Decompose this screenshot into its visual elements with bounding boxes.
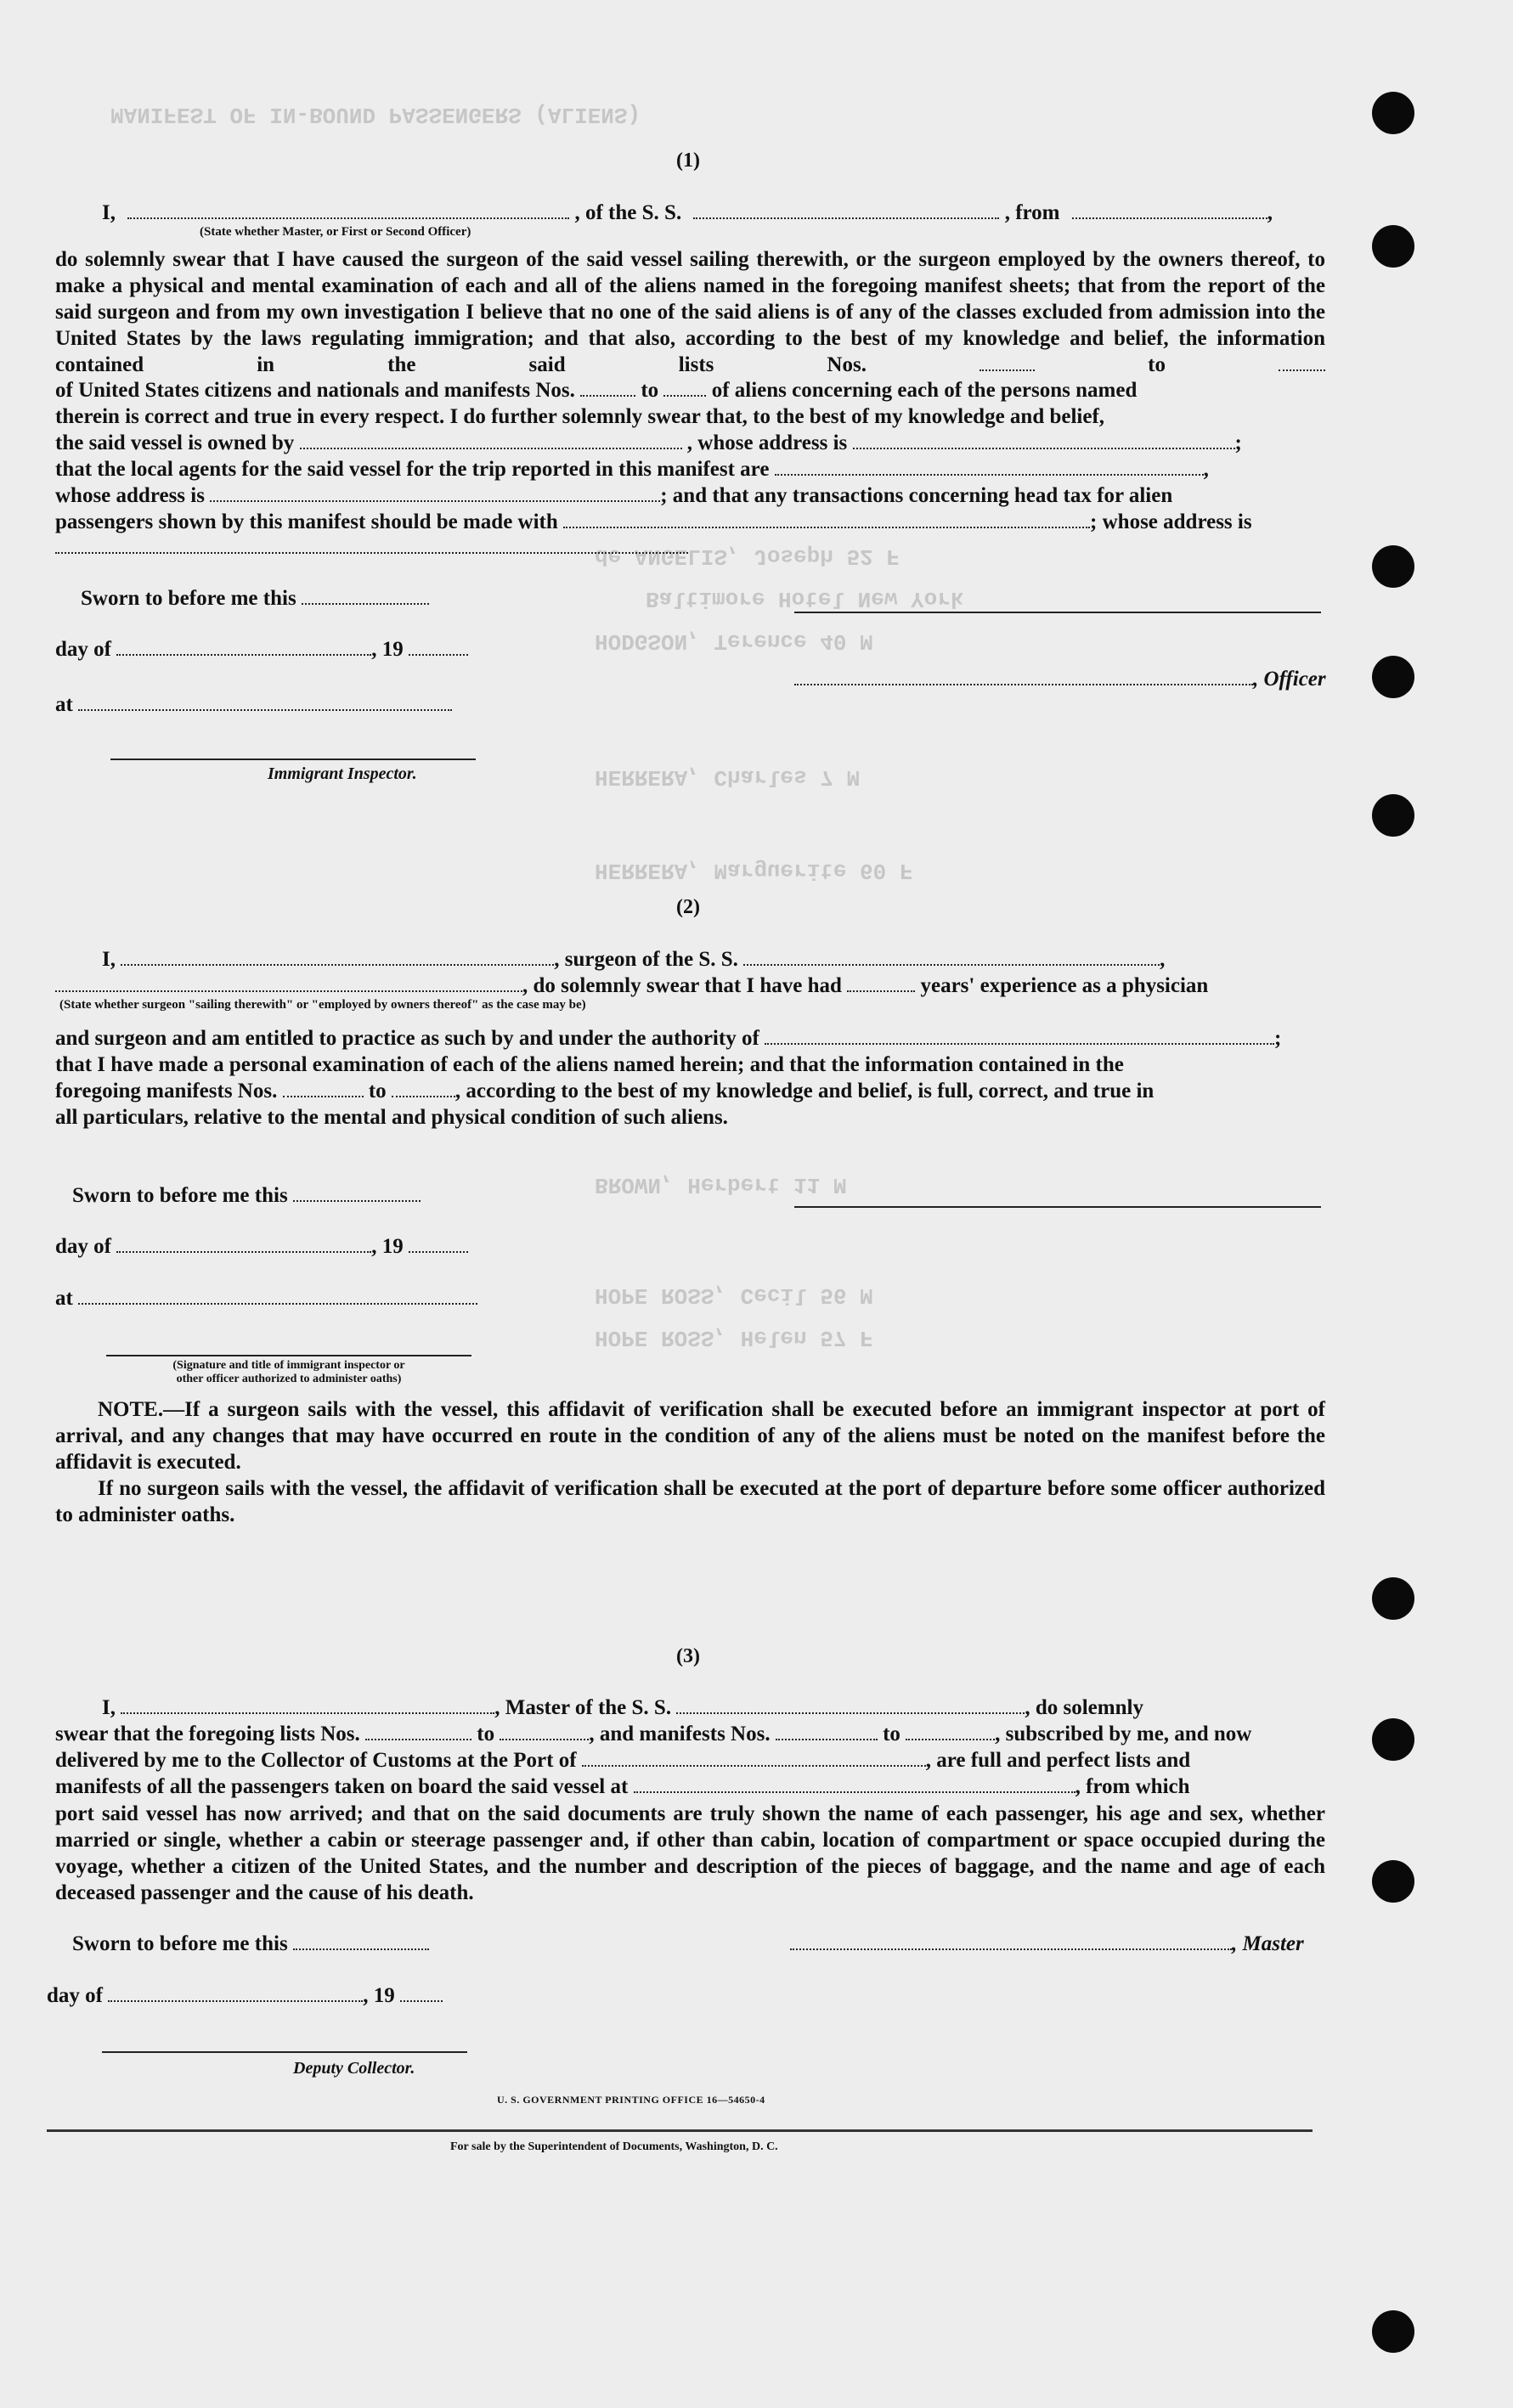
day-of-label-1: day of , 19 [55, 637, 468, 663]
i-label: I, [102, 201, 116, 224]
punch-hole [1372, 656, 1414, 698]
punch-hole [1372, 545, 1414, 588]
officer-title-field[interactable] [794, 668, 1253, 685]
day-month-field-1[interactable] [116, 639, 371, 656]
sworn-date-field-3[interactable] [293, 1933, 429, 1950]
footer-rule [47, 2129, 1313, 2132]
manifests-to-field[interactable] [663, 380, 706, 397]
section-1-number: (1) [676, 149, 700, 172]
surgeon-status-field[interactable] [55, 975, 522, 992]
sworn-date-field-2[interactable] [293, 1185, 421, 1202]
surgeon-vessel-field[interactable] [743, 949, 1160, 966]
section-2-examination-line: that I have made a personal examination of each of the aliens named herein; and that the information contained in the [55, 1053, 1124, 1076]
owner-address-field[interactable] [853, 432, 1235, 449]
surgeon-signature-line[interactable] [794, 1206, 1321, 1208]
lists-from-field[interactable] [979, 354, 1035, 371]
section-2-opening-line: I, , surgeon of the S. S. , [102, 948, 1166, 971]
section-2-manifests-line: foregoing manifests Nos. to , according to the best of my knowledge and belief, is full, correct, and true in [55, 1080, 1155, 1102]
state-whether-note: (State whether Master, or First or Second Officer) [200, 225, 471, 239]
section-3-lists-line: swear that the foregoing lists Nos. to , and manifests Nos. to , subscribed by me, and now [55, 1723, 1252, 1745]
note-surgeon-sails: NOTE.—If a surgeon sails with the vessel, this affidavit of verification shall be executed before an immigrant inspector at port of arrival, and any changes that may have occurred en route in the condition of any of the aliens must be noted on the manifest before the affidavit is executed. [55, 1398, 1325, 1474]
for-sale-note: For sale by the Superintendent of Documents, Washington, D. C. [450, 2140, 778, 2153]
punch-hole [1372, 1577, 1414, 1620]
master-name-field[interactable] [121, 1697, 494, 1714]
gpo-imprint: U. S. GOVERNMENT PRINTING OFFICE 16—54650-4 [497, 2094, 765, 2106]
sworn-date-field-1[interactable] [302, 588, 429, 605]
vessel-name-field[interactable] [693, 202, 999, 219]
at-place-field-2[interactable] [78, 1288, 477, 1305]
master-manifests-from-field[interactable] [776, 1723, 878, 1740]
owner-field[interactable] [300, 432, 682, 449]
section-3-paragraph: port said vessel has now arrived; and that on the said documents are truly shown the name of each passenger, his age and sex, whether married or single, whether a cabin or steerage passenger and, if other than cabin, location of compartment or space occupied during the voyage, whether a citizen of the United States, and the number and description of the pieces of baggage, and the name and age of each deceased passenger and the cause of his death. [55, 1802, 1325, 1904]
note-no-surgeon: If no surgeon sails with the vessel, the affidavit of verification shall be executed at the port of departure before some officer authorized to administer oaths. [55, 1477, 1325, 1526]
section-3-number: (3) [676, 1645, 700, 1667]
authorized-officer-signature-line[interactable] [106, 1355, 471, 1356]
bleed-through-text: de ANGELIS, Joseph 52 F [595, 544, 900, 569]
section-1-line-manifests: of United States citizens and nationals and manifests Nos. to of aliens concerning each of the persons named [55, 379, 1138, 402]
bleed-through-text: HERRERA, Marguerite 60 F [595, 858, 913, 883]
from-label: , from [1004, 201, 1060, 224]
section-1-opening-line: I, , of the S. S. , from , [102, 201, 1273, 224]
bleed-through-text: HOPE ROSS, Cecil 56 M [595, 1283, 873, 1308]
bleed-through-text: BROWN, Herbert 11 M [595, 1172, 847, 1198]
bleed-through-text: HODGSON, Terence 40 M [595, 629, 873, 654]
section-3-boarded-line: manifests of all the passengers taken on board the said vessel at , from which [55, 1775, 1190, 1798]
year-field-3[interactable] [400, 1985, 443, 2002]
section-2-particulars-line: all particulars, relative to the mental and physical condition of such aliens. [55, 1106, 728, 1129]
section-2-experience-line: , do solemnly swear that I have had years' experience as a physician [55, 973, 1208, 999]
master-signature-field[interactable] [790, 1933, 1232, 1950]
at-label-2: at [55, 1286, 477, 1311]
bleed-through-header: MANIFEST OF IN-BOUND PASSENGERS (ALIENS) [110, 102, 641, 127]
signature-title-note: (Signature and title of immigrant inspector or other officer authorized to administer oaths) [172, 1359, 405, 1385]
section-3-collector-line: delivered by me to the Collector of Customs at the Port of , are full and perfect lists and [55, 1749, 1191, 1772]
sworn-label-3: Sworn to before me this [72, 1931, 429, 1957]
boarded-at-field[interactable] [634, 1776, 1075, 1793]
master-manifests-to-field[interactable] [906, 1723, 995, 1740]
head-tax-address-field[interactable] [55, 552, 688, 554]
collector-signature-line[interactable] [102, 2051, 467, 2053]
punch-hole [1372, 1718, 1414, 1761]
sworn-label-1: Sworn to before me this [81, 586, 429, 612]
section-1-line-head-tax: passengers shown by this manifest should be made with ; whose address is [55, 510, 1252, 533]
punch-hole [1372, 1860, 1414, 1903]
inspector-signature-line[interactable] [110, 758, 476, 760]
agents-field[interactable] [775, 459, 1204, 476]
day-of-label-2: day of , 19 [55, 1234, 468, 1260]
of-ss-label: , of the S. S. [574, 201, 682, 224]
from-port-field[interactable] [1072, 202, 1267, 219]
section-2-number: (2) [676, 896, 700, 918]
year-field-2[interactable] [409, 1236, 468, 1253]
day-month-field-2[interactable] [116, 1236, 371, 1253]
bleed-through-text: HERRERA, Charles 7 M [595, 764, 861, 790]
head-tax-party-field[interactable] [563, 511, 1090, 528]
sworn-label-2: Sworn to before me this [72, 1183, 421, 1209]
officer-signature-line[interactable] [794, 612, 1321, 613]
punch-hole [1372, 2310, 1414, 2353]
punch-hole [1372, 794, 1414, 837]
day-month-field-3[interactable] [108, 1985, 363, 2002]
deputy-collector-label: Deputy Collector. [293, 2059, 415, 2078]
master-lists-to-field[interactable] [500, 1723, 589, 1740]
officer-label: , Officer [794, 667, 1326, 692]
bleed-through-text: HOPE ROSS, Helen 57 F [595, 1325, 873, 1351]
officer-name-field[interactable] [127, 202, 569, 219]
master-lists-from-field[interactable] [365, 1723, 471, 1740]
section-2-authority-line: and surgeon and am entitled to practice as such by and under the authority of ; [55, 1027, 1282, 1050]
master-vessel-field[interactable] [676, 1697, 1025, 1714]
section-1-paragraph: do solemnly swear that I have caused the surgeon of the said vessel sailing therewith, or the surgeon employed by the owners thereof, to make a physical and mental examination of each and all of the aliens named in the foregoing manifest sheets; that from the report of the said surgeon and from my own investigation I believe that no one of the said aliens is of any of the classes excluded from admission into the United States by the laws regulating immigration; and that also, according to the best of my knowledge and belief, the information contained in the said lists Nos. to [55, 248, 1325, 376]
section-3-opening-line: I, , Master of the S. S. , do solemnly [102, 1696, 1143, 1719]
years-experience-field[interactable] [847, 975, 915, 992]
port-of-field[interactable] [582, 1750, 926, 1767]
at-place-field-1[interactable] [78, 694, 452, 711]
section-1-line-correct: therein is correct and true in every respect. I do further solemnly swear that, to the best of my knowledge and belief, [55, 405, 1105, 428]
punch-hole [1372, 225, 1414, 268]
surgeon-state-note: (State whether surgeon "sailing therewith" or "employed by owners thereof" as the case may be) [59, 998, 586, 1012]
day-of-label-3: day of , 19 [47, 1983, 443, 2009]
section-1-line-address: whose address is ; and that any transactions concerning head tax for alien [55, 484, 1173, 507]
manifests-from-field[interactable] [580, 380, 635, 397]
surgeon-manifests-from-field[interactable] [283, 1080, 364, 1097]
agents-address-field[interactable] [210, 485, 660, 502]
surgeon-manifests-to-field[interactable] [392, 1080, 455, 1097]
at-label-1: at [55, 692, 452, 718]
year-field-1[interactable] [409, 639, 468, 656]
surgeon-name-field[interactable] [121, 949, 554, 966]
section-1-line-agents: that the local agents for the said vessel for the trip reported in this manifest are , [55, 458, 1209, 481]
immigrant-inspector-label: Immigrant Inspector. [268, 764, 417, 783]
master-signature-label: , Master [790, 1931, 1304, 1957]
lists-to-field[interactable] [1279, 354, 1325, 371]
bleed-through-text: Baltimore Hotel New York [646, 586, 964, 612]
punch-hole [1372, 92, 1414, 134]
section-1-line-owned: the said vessel is owned by , whose address is ; [55, 431, 1242, 454]
authority-field[interactable] [765, 1028, 1274, 1045]
